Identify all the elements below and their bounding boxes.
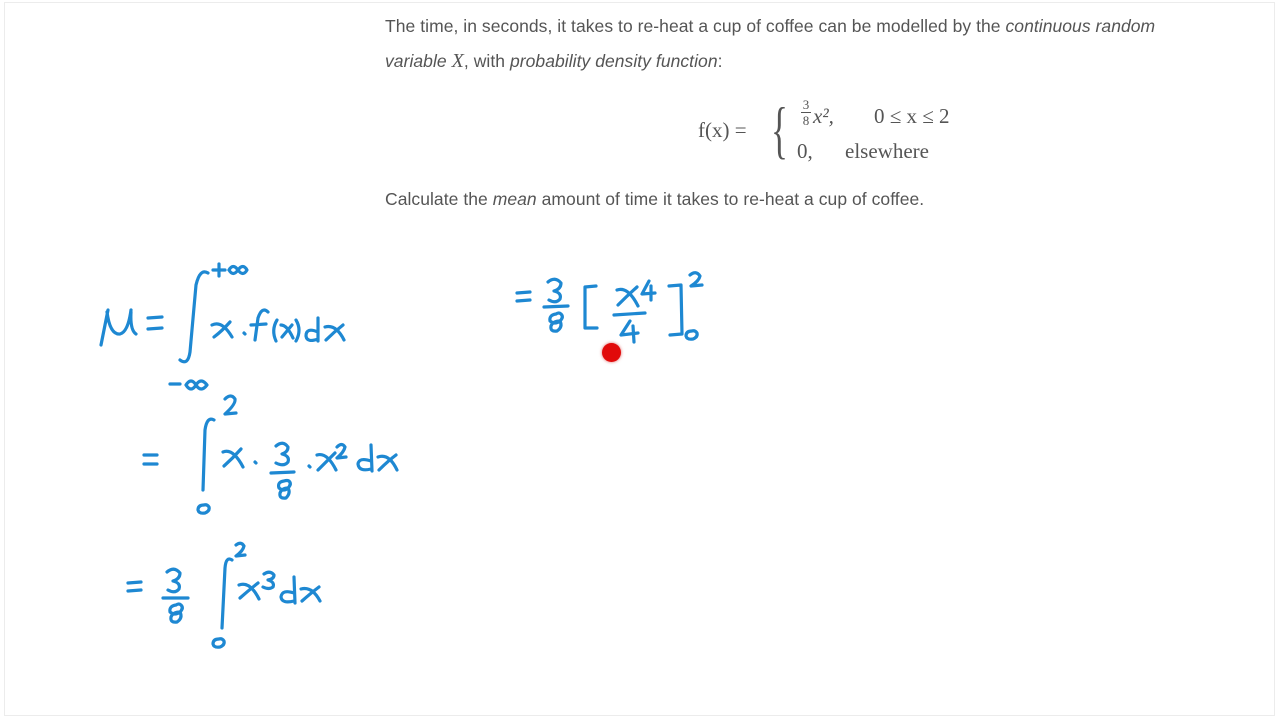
problem-line-2-end: : xyxy=(717,51,723,71)
fraction-3 xyxy=(167,569,180,592)
equals-sign xyxy=(128,582,141,591)
x-variable xyxy=(212,322,232,337)
close-paren xyxy=(296,320,299,341)
x-variable xyxy=(317,453,336,470)
equals-sign xyxy=(144,455,157,464)
pdf-case1-condition: 0 ≤ x ≤ 2 xyxy=(874,104,950,128)
handwritten-step-4 xyxy=(517,273,702,342)
integral-sign xyxy=(203,419,214,490)
open-bracket xyxy=(585,286,597,328)
problem-line-1-emphasis: continuous random xyxy=(1005,16,1156,36)
open-paren xyxy=(274,320,277,341)
lower-limit-0 xyxy=(686,331,697,339)
coef-numerator: 3 xyxy=(802,97,810,112)
x-variable xyxy=(223,449,243,467)
x-in-paren xyxy=(281,325,293,338)
coef-denominator: 8 xyxy=(802,113,810,128)
exponent-3 xyxy=(263,572,274,588)
question-pre: Calculate the xyxy=(385,189,488,209)
d-letter xyxy=(358,445,372,471)
multiply-dot xyxy=(244,333,245,334)
x-of-dx xyxy=(325,325,344,340)
fraction-8 xyxy=(279,481,291,499)
fraction-bar xyxy=(271,472,294,473)
fraction-bar xyxy=(614,313,645,315)
question-emphasis: mean xyxy=(492,189,537,209)
pdf-label: f(x) = xyxy=(698,118,747,142)
equals-sign xyxy=(148,317,162,329)
integral-sign xyxy=(222,559,232,628)
x-of-dx xyxy=(301,587,320,601)
random-variable-symbol: X xyxy=(451,50,464,72)
multiply-dot xyxy=(255,462,256,463)
d-letter xyxy=(281,577,295,603)
d-letter xyxy=(306,318,318,341)
exponent-2 xyxy=(337,445,346,459)
pdf-case1-expression: x², xyxy=(813,104,834,128)
mu-symbol xyxy=(101,310,136,345)
problem-line-1-text: The time, in seconds, it takes to re-heat a cup of coffee can be modelled by the xyxy=(385,16,1001,36)
lower-limit-0 xyxy=(198,505,209,513)
handwritten-step-3 xyxy=(128,543,320,647)
integral-sign xyxy=(180,272,208,362)
upper-limit-2 xyxy=(225,396,236,414)
pdf-case2-expression: 0, xyxy=(797,139,813,163)
equals-sign xyxy=(517,292,530,301)
fraction-8 xyxy=(550,313,562,331)
exponent-4 xyxy=(642,281,655,300)
pdf-case2-condition: elsewhere xyxy=(845,139,929,163)
question-post: amount of time it takes to re-heat a cup of coffee. xyxy=(541,189,925,209)
presenter-pointer xyxy=(602,343,621,362)
upper-limit-plus-infinity xyxy=(213,264,247,276)
multiply-dot xyxy=(309,466,310,467)
handwritten-step-1 xyxy=(101,264,344,389)
x-of-dx xyxy=(378,455,397,470)
problem-line-2-emphasis-2: probability density function xyxy=(509,51,718,71)
lower-limit-0 xyxy=(213,639,224,647)
denominator-4 xyxy=(621,321,638,342)
x-variable xyxy=(617,287,638,306)
lower-limit-minus-infinity xyxy=(170,381,207,389)
x-variable xyxy=(239,583,259,599)
upper-limit-2 xyxy=(690,273,702,286)
upper-limit-2 xyxy=(236,543,245,556)
fraction-3 xyxy=(276,443,288,465)
fraction-3 xyxy=(548,279,561,302)
problem-line-2-emphasis: variable xyxy=(385,51,447,71)
problem-line-2-mid: , with xyxy=(463,51,506,71)
f-letter xyxy=(251,310,268,340)
pdf-brace: { xyxy=(771,94,788,165)
fraction-bar xyxy=(544,306,568,307)
close-bracket xyxy=(669,285,682,335)
handwritten-step-2 xyxy=(144,396,397,513)
fraction-8 xyxy=(170,604,182,622)
